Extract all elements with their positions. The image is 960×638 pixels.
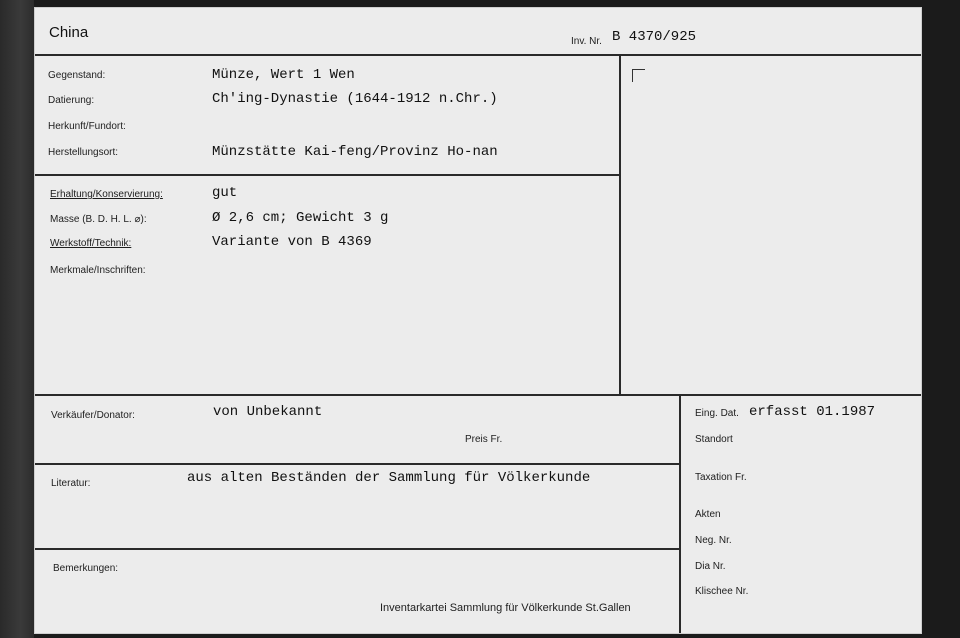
bemerkungen-label: Bemerkungen: — [53, 563, 119, 574]
masse-value: Ø 2,6 cm; Gewicht 3 g — [212, 210, 389, 226]
rule-literatur — [35, 463, 679, 465]
werkstoff-value: Variante von B 4369 — [212, 234, 372, 250]
gegenstand-value: Münze, Wert 1 Wen — [212, 67, 355, 83]
klischee-label: Klischee Nr. — [695, 586, 749, 597]
eing-value: erfasst 01.1987 — [749, 404, 876, 420]
rule-acquisition — [35, 394, 921, 396]
inv-value: B 4370/925 — [612, 29, 697, 45]
inv-label: Inv. Nr. — [571, 36, 602, 47]
erhaltung-value: gut — [212, 185, 238, 201]
akten-label: Akten — [695, 509, 721, 520]
country: China — [49, 24, 89, 41]
rule-photo-left — [619, 54, 621, 394]
eing-label: Eing. Dat. — [695, 408, 739, 419]
inventory-card — [34, 7, 922, 634]
herstellungsort-value: Münzstätte Kai-feng/Provinz Ho-nan — [212, 144, 498, 160]
datierung-value: Ch'ing-Dynastie (1644-1912 n.Chr.) — [212, 91, 498, 107]
herkunft-label: Herkunft/Fundort: — [48, 121, 126, 132]
literatur-value: aus alten Beständen der Sammlung für Völkerkunde — [187, 470, 591, 486]
standort-label: Standort — [695, 434, 733, 445]
gegenstand-label: Gegenstand: — [48, 70, 106, 81]
neg-label: Neg. Nr. — [695, 535, 732, 546]
card-footer: Inventarkartei Sammlung für Völkerkunde St.Gallen — [380, 602, 631, 614]
erhaltung-label: Erhaltung/Konservierung: — [50, 189, 163, 200]
dia-label: Dia Nr. — [695, 561, 726, 572]
rule-object — [35, 174, 619, 176]
preis-label: Preis Fr. — [465, 434, 503, 445]
herstellungsort-label: Herstellungsort: — [48, 147, 119, 158]
datierung-label: Datierung: — [48, 95, 95, 106]
rule-sidebar — [679, 394, 681, 633]
photo-corner-mark — [632, 69, 645, 82]
werkstoff-label: Werkstoff/Technik: — [50, 238, 132, 249]
merkmale-label: Merkmale/Inschriften: — [50, 265, 146, 276]
rule-header — [35, 54, 921, 56]
taxation-label: Taxation Fr. — [695, 472, 747, 483]
masse-label: Masse (B. D. H. L. ⌀): — [50, 214, 147, 225]
film-edge — [0, 0, 34, 638]
verkaeufer-label: Verkäufer/Donator: — [51, 410, 135, 421]
rule-bemerkungen — [35, 548, 679, 550]
verkaeufer-value: von Unbekannt — [213, 404, 323, 420]
literatur-label: Literatur: — [51, 478, 91, 489]
